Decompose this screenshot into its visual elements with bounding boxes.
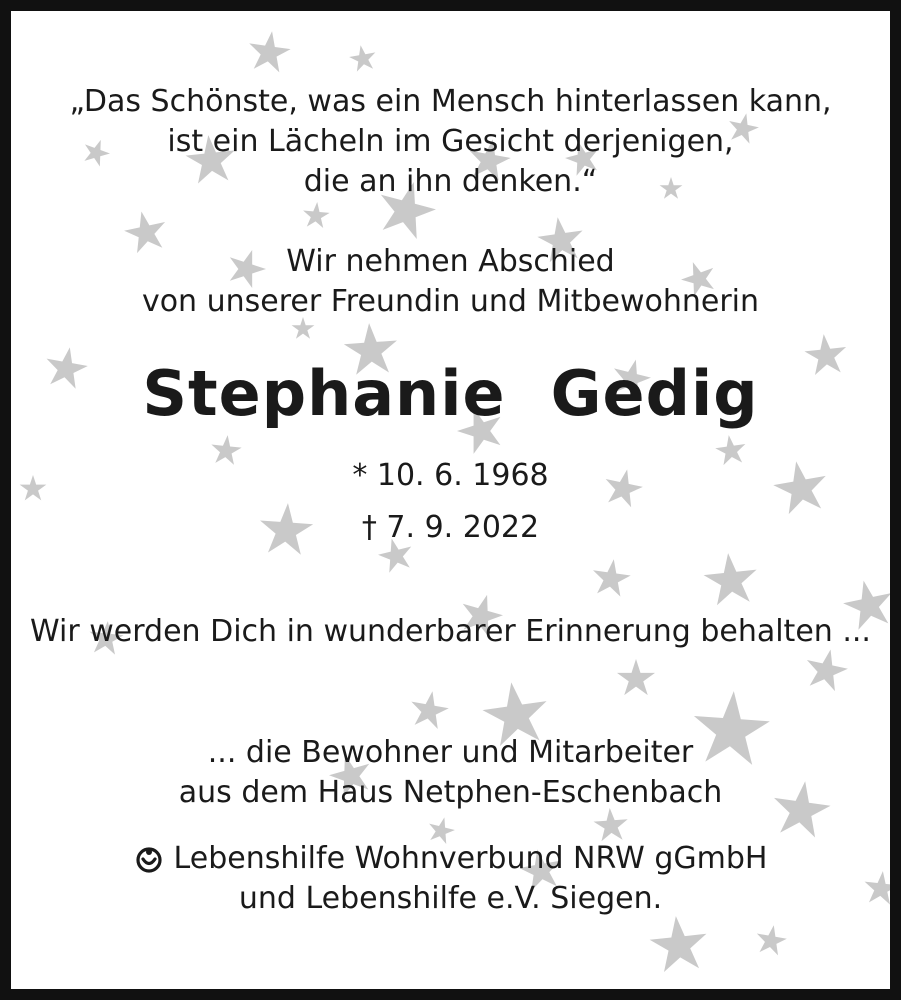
quote-line-1: „Das Schönste, was ein Mensch hinterlassen kann, (69, 84, 832, 119)
deceased-name: Stephanie Gedig (142, 357, 759, 430)
signature-line-2: aus dem Haus Netphen-Eschenbach (178, 775, 723, 810)
farewell-line-2: von unserer Freundin und Mitbewohnerin (141, 284, 760, 319)
organization-line-2: und Lebenshilfe e.V. Siegen. (238, 881, 663, 916)
farewell-line-1: Wir nehmen Abschied (286, 244, 615, 279)
organization-line-1-wrap (134, 841, 768, 876)
quote-line-2: ist ein Lächeln im Gesicht derjenigen, (167, 124, 734, 159)
obituary-content (11, 11, 890, 989)
organization-line-1: Lebenshilfe Wohnverbund NRW gGmbH (173, 841, 768, 876)
lebenshilfe-logo-icon (134, 844, 164, 874)
birth-date: * 10. 6. 1968 (352, 458, 549, 493)
death-date: † 7. 9. 2022 (361, 510, 540, 545)
quote-line-3: die an ihn denken.“ (303, 164, 598, 199)
organization-line-1-row (11, 841, 890, 880)
signature-line-1: ... die Bewohner und Mitarbeiter (207, 735, 694, 770)
memory-text: Wir werden Dich in wunderbarer Erinnerung behalten ... (30, 614, 871, 649)
